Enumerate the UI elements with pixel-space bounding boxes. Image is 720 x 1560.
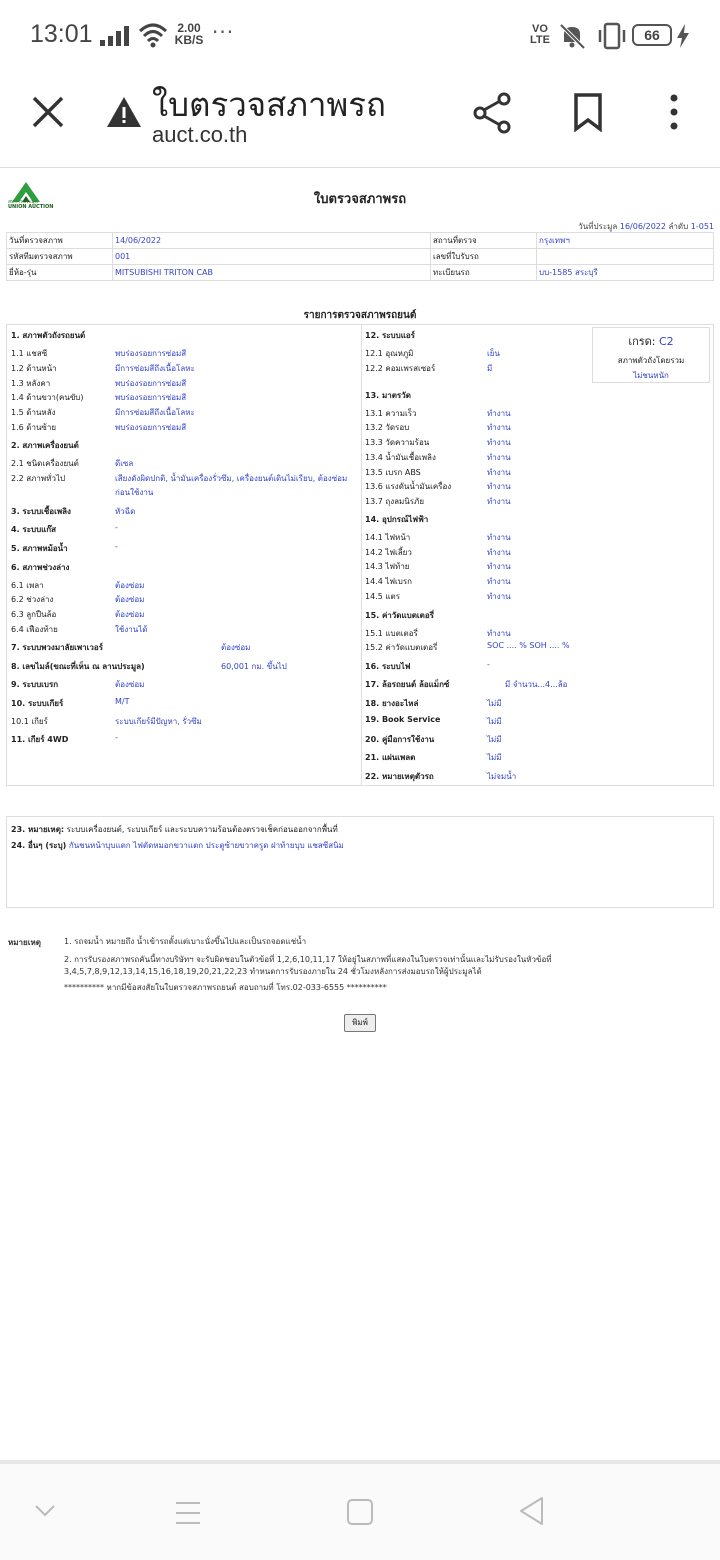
print-button[interactable]: พิมพ์: [344, 1014, 376, 1032]
item-label: 8. เลขไมล์(ขณะที่เห็น ณ ลานประมูล): [11, 662, 145, 671]
item-label: 20. คู่มือการใช้งาน: [365, 735, 435, 744]
close-icon[interactable]: [30, 94, 66, 130]
remark-23-text: ระบบเครื่องยนต์, ระบบเกียร์ และระบบความร้อนต้องตรวจเช็คก่อนออกจากพื้นที่: [66, 825, 338, 834]
list-item: [11, 678, 145, 691]
charging-icon: [676, 24, 690, 48]
list-item: [11, 641, 251, 654]
list-item: [11, 697, 130, 710]
item-label: 21. แผ่นเพลต: [365, 753, 416, 762]
inspection-document: [0, 168, 720, 1458]
list-item: [11, 347, 187, 360]
item-label: 4. ระบบแก๊ส: [11, 525, 57, 534]
notes-label: หมายเหตุ: [8, 938, 41, 947]
item-label: 10. ระบบเกียร์: [11, 699, 64, 708]
item-heading: 12. ระบบแอร์: [365, 331, 415, 340]
item-value: ไม่มี: [487, 717, 502, 726]
net-speed-unit: KB/S: [174, 33, 204, 47]
item-value: ทำงาน: [487, 409, 511, 418]
item-value: ต้องซ่อม: [115, 680, 145, 689]
item-label: 2.2 สภาพทั่วไป: [11, 474, 66, 483]
receipt: [537, 249, 714, 265]
list-item: [365, 697, 502, 710]
item-label: 1.1 แชสซี: [11, 349, 48, 358]
list-item: [365, 407, 511, 420]
item-label: 13.3 วัดความร้อน: [365, 438, 430, 447]
item-value: ระบบเกียร์มีปัญหา, รั่วซึม: [115, 717, 202, 726]
item-label: 7. ระบบพวงมาลัยเพาเวอร์: [11, 643, 103, 652]
logo-text-th: สหการประมูล: [8, 199, 38, 205]
item-value: เย็น: [487, 349, 500, 358]
item-label: 16. ระบบไฟ: [365, 662, 411, 671]
item-label: 13.1 ความเร็ว: [365, 409, 417, 418]
page-title: ใบตรวจสภาพรถ: [152, 85, 386, 124]
item-label: 11. เกียร์ 4WD: [11, 735, 69, 744]
recent-apps-icon[interactable]: [174, 1500, 202, 1526]
item-label: 1.3 หลังคา: [11, 379, 51, 388]
item-value: ทำงาน: [487, 423, 511, 432]
list-item: [365, 436, 511, 449]
chevron-down-icon[interactable]: [34, 1504, 56, 1518]
auction-date-label: วันที่ประมูล: [578, 222, 618, 231]
item-label: 12.2 คอมเพรสเซอร์: [365, 364, 436, 373]
item-label: 17. ล้อรถยนต์ ล้อแม็กซ์: [365, 680, 450, 689]
item-heading: 2. สภาพเครื่องยนต์: [11, 441, 79, 450]
list-item: [365, 531, 511, 544]
grade-line: [593, 332, 709, 350]
item-value: ไม่จมน้ำ: [487, 772, 517, 781]
order-label: ลำดับ: [668, 222, 689, 231]
brand-label: ยี่ห้อ-รุ่น: [7, 265, 113, 281]
item-value: ใช้งานได้: [115, 625, 148, 634]
item-heading: 1. สภาพตัวถังรถยนต์: [11, 331, 86, 340]
list-item: [365, 590, 511, 603]
warning-icon[interactable]: [106, 96, 142, 128]
list-item: [11, 660, 287, 673]
browser-header: [0, 72, 720, 168]
item-label: 1.5 ด้านหลัง: [11, 408, 56, 417]
back-icon[interactable]: [518, 1496, 544, 1526]
item-value: ต้องซ่อม: [115, 595, 145, 604]
document-title: ใบตรวจสภาพรถ: [313, 192, 407, 207]
more-options-icon[interactable]: [664, 92, 684, 132]
item-heading: 15. ค่าวัดแบตเตอรี่: [365, 611, 434, 620]
item-value: ทำงาน: [487, 548, 511, 557]
item-label: 14.3 ไฟท้าย: [365, 562, 410, 571]
list-item: [365, 466, 511, 479]
item-label: 14.2 ไฟเลี้ยว: [365, 548, 412, 557]
item-value: -: [115, 523, 118, 532]
item-label: 6.4 เฟืองท้าย: [11, 625, 58, 634]
item-label: 6.2 ช่วงล่าง: [11, 595, 54, 604]
item-label: 12.1 อุณหภูมิ: [365, 349, 414, 358]
item-value: SOC .... % SOH .... %: [487, 641, 570, 650]
item-value-continued: ก่อนใช้งาน: [115, 488, 154, 497]
list-item: [365, 733, 502, 746]
list-item: [11, 542, 118, 555]
item-label: 13.6 แรงดันน้ำมันเครื่อง: [365, 482, 452, 491]
team-code-label: รหัสทีมตรวจสภาพ: [7, 249, 113, 265]
item-value: มีการซ่อมสีถึงเนื้อโลหะ: [115, 408, 195, 417]
item-value: M/T: [115, 697, 130, 706]
item-value: ทำงาน: [487, 438, 511, 447]
inspection-items: [6, 324, 714, 786]
item-label: 1.6 ด้านซ้าย: [11, 423, 57, 432]
list-item: [365, 627, 511, 640]
list-item: [11, 421, 187, 434]
net-speed-value: 2.00: [177, 21, 201, 35]
inspect-place-label: สถานที่ตรวจ: [431, 233, 537, 249]
logo-text-en: UNION AUCTION: [8, 204, 54, 210]
list-item: [11, 623, 148, 636]
table-row: [7, 265, 714, 281]
table-row: [7, 233, 714, 249]
item-label: 5. สภาพหม้อน้ำ: [11, 544, 68, 553]
remark-24: [11, 839, 344, 852]
item-value: มี: [487, 364, 493, 373]
item-value: หัวฉีด: [115, 507, 136, 516]
grade-note: ไม่ชนหนัก: [633, 371, 669, 380]
remark-24-text: กันชนหน้าบุบแตก ไฟตัดหมอกขวาแตก ประตูซ้ายขวาครูด ฝาท้ายบุบ แชสซีสนิม: [68, 841, 344, 850]
list-item: [11, 523, 118, 536]
note-3: ********** หากมีข้อสงสัยในใบตรวจสภาพรถยนต์ สอบถามที่ โทร.02-033-6555 **********: [64, 983, 387, 992]
net-speed: [172, 22, 206, 46]
list-item: [11, 457, 134, 470]
item-value: มี จำนวน...4...ล้อ: [505, 680, 568, 689]
note-2: 2. การรับรองสภาพรถคันนี้ทางบริษัทฯ จะรับผิดชอบในตัวข้อที่ 1,2,6,10,11,17 ให้อยู่ในสภาพที่แสดงในใบตรวจเท่านั้นและไม่รับรองในหัวข้อที่ 3,4,5,7,8,9,12,13,14,15,16,18,19,20,21,22,23 ทำหนดการรับรองภายใน 24 ชั่วโมงหลังการส่งมอบรถให้ผู้ประมูลได้: [64, 955, 552, 976]
remark-23-label: 23. หมายเหตุ:: [11, 825, 65, 834]
item-value: ทำงาน: [487, 533, 511, 542]
list-item: [365, 480, 511, 493]
item-label: 14.5 แตร: [365, 592, 401, 601]
item-label: 15.1 แบตเตอรี่: [365, 629, 418, 638]
item-label: 9. ระบบเบรก: [11, 680, 59, 689]
table-row: [7, 249, 714, 265]
list-item: [365, 560, 511, 573]
mute-icon: [558, 22, 586, 50]
item-value: พบร่องรอยการซ่อมสี: [115, 349, 187, 358]
item-value: -: [487, 660, 490, 669]
item-label: 22. หมายเหตุตัวรถ: [365, 772, 434, 781]
item-value: พบร่องรอยการซ่อมสี: [115, 423, 187, 432]
list-item: [11, 406, 195, 419]
remark-23: [11, 823, 338, 836]
list-item: [365, 641, 570, 654]
item-value: ดีเซล: [115, 459, 134, 468]
team-code: 001: [113, 249, 431, 265]
item-value: ทำงาน: [487, 468, 511, 477]
list-item: [365, 575, 511, 588]
item-heading: 13. มาตรวัด: [365, 391, 411, 400]
item-label: 14.1 ไฟหน้า: [365, 533, 411, 542]
list-item: [365, 715, 502, 726]
auction-date: 16/06/2022: [619, 222, 666, 231]
remark-24-label: 24. อื่นๆ (ระบุ): [11, 841, 67, 850]
grade-value: C2: [659, 335, 674, 348]
grade-box: [592, 327, 710, 383]
list-item: [11, 593, 145, 606]
section-title: รายการตรวจสภาพรถยนต์: [303, 310, 417, 321]
item-value: มีการซ่อมสีถึงเนื้อโลหะ: [115, 364, 195, 373]
list-item: [365, 660, 490, 673]
grade-label: เกรด:: [628, 335, 656, 348]
list-item: [365, 751, 502, 764]
item-value: 60,001 กม. ขึ้นไป: [221, 662, 287, 671]
grade-sub: สภาพตัวถังโดยรวม: [617, 356, 685, 365]
item-value: ทำงาน: [487, 453, 511, 462]
list-item: [11, 472, 348, 485]
item-label: 13.2 วัดรอบ: [365, 423, 410, 432]
page-url[interactable]: auct.co.th: [152, 122, 248, 147]
item-label: 1.4 ด้านขวา(คนขับ): [11, 393, 84, 402]
item-value: ทำงาน: [487, 577, 511, 586]
item-label: 13.7 ถุงลมนิรภัย: [365, 497, 425, 506]
list-item: [365, 421, 511, 434]
item-value: ต้องซ่อม: [115, 581, 145, 590]
list-item: [365, 678, 568, 691]
status-time: 13:01: [30, 20, 93, 48]
list-item: [365, 362, 493, 375]
wifi-icon: [138, 22, 168, 48]
navigation-bar: [0, 1460, 720, 1560]
inspect-place: กรุงเทพฯ: [537, 233, 714, 249]
item-label: 18. ยางอะไหล่: [365, 699, 419, 708]
item-heading: 6. สภาพช่วงล่าง: [11, 563, 70, 572]
note-1: 1. รถจมน้ำ หมายถึง น้ำเข้ารถตั้งแต่เบาะนั่งขึ้นไปและเป็นรถจอดแช่น้ำ: [64, 937, 307, 946]
list-item: [365, 770, 517, 783]
item-label: 2.1 ชนิดเครื่องยนต์: [11, 459, 79, 468]
more-notifications-icon: ···: [212, 20, 235, 44]
item-value: -: [115, 733, 118, 742]
item-value: ทำงาน: [487, 497, 511, 506]
item-label: 13.5 เบรก ABS: [365, 468, 421, 477]
vibrate-icon: [596, 22, 628, 50]
item-value: ทำงาน: [487, 562, 511, 571]
list-item: [365, 546, 511, 559]
bookmark-icon[interactable]: [572, 92, 604, 132]
receipt-label: เลขที่ใบรับรถ: [431, 249, 537, 265]
list-item: [11, 377, 187, 390]
item-value: ไม่มี: [487, 753, 502, 762]
item-label: 10.1 เกียร์: [11, 717, 48, 726]
item-value: -: [115, 542, 118, 551]
volte-bottom: LTE: [530, 34, 550, 46]
item-value: ต้องซ่อม: [221, 643, 251, 652]
item-label: 19. Book Service: [365, 715, 441, 724]
plate: บบ-1585 สระบุรี: [537, 265, 714, 281]
order-number: 1-051: [690, 222, 714, 231]
brand: MITSUBISHI TRITON CAB: [113, 265, 431, 281]
signal-icon: [100, 26, 132, 46]
list-item: [11, 362, 195, 375]
item-value: ต้องซ่อม: [115, 610, 145, 619]
vehicle-info-table: [6, 232, 714, 281]
list-item: [365, 347, 500, 360]
list-item: [11, 608, 145, 621]
inspect-date: 14/06/2022: [113, 233, 431, 249]
item-value: ทำงาน: [487, 482, 511, 491]
item-label: 6.3 ลูกปืนล้อ: [11, 610, 57, 619]
inspect-date-label: วันที่ตรวจสภาพ: [7, 233, 113, 249]
share-icon[interactable]: [472, 92, 512, 134]
item-label: 1.2 ด้านหน้า: [11, 364, 57, 373]
item-value: เสียงดังผิดปกติ, น้ำมันเครื่องรั่วซึม, เครื่องยนต์เดินไม่เรียบ, ต้องซ่อม: [115, 474, 348, 483]
item-label: 3. ระบบเชื้อเพลิง: [11, 507, 71, 516]
item-value: ทำงาน: [487, 592, 511, 601]
list-item: [11, 733, 118, 746]
item-label: 14.4 ไฟเบรก: [365, 577, 412, 586]
plate-label: ทะเบียนรถ: [431, 265, 537, 281]
list-item: [365, 451, 511, 464]
list-item: [11, 391, 187, 404]
home-icon[interactable]: [346, 1498, 374, 1526]
list-item: [365, 495, 511, 508]
item-label: 6.1 เพลา: [11, 581, 44, 590]
item-value: ทำงาน: [487, 629, 511, 638]
item-label: 13.4 น้ำมันเชื้อเพลิง: [365, 453, 436, 462]
status-bar: [0, 0, 720, 72]
list-item: [11, 579, 145, 592]
list-item: [11, 505, 136, 518]
item-heading: 14. อุปกรณ์ไฟฟ้า: [365, 515, 429, 524]
remarks-box: [6, 816, 714, 908]
item-value: พบร่องรอยการซ่อมสี: [115, 393, 187, 402]
volte-icon: [528, 24, 552, 46]
column-divider: [361, 325, 362, 785]
item-value: พบร่องรอยการซ่อมสี: [115, 379, 187, 388]
battery-icon: 66: [632, 24, 672, 46]
item-value: ไม่มี: [487, 699, 502, 708]
item-label: 15.2 ค่าวัดแบตเตอรี่: [365, 643, 438, 652]
list-item: [11, 715, 202, 728]
item-value: ไม่มี: [487, 735, 502, 744]
volte-top: VO: [532, 23, 548, 35]
